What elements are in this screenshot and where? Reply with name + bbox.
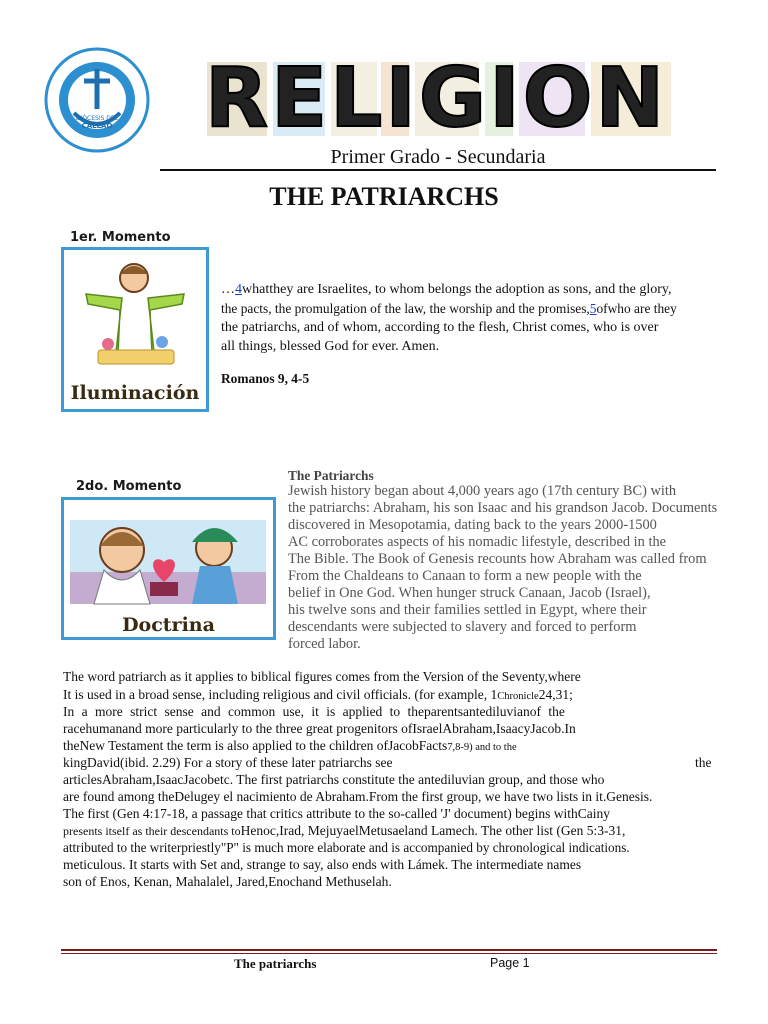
body-line: racehumanand more particularly to the three great progenitors ofIsraelAbraham,IsaacyJacob.In bbox=[63, 721, 576, 736]
body-line: meticulous. It starts with Set and, strange to say, also ends with Lámek. The intermediate names bbox=[63, 857, 582, 872]
footer-rule bbox=[61, 949, 717, 951]
body-line-end: the bbox=[695, 755, 712, 770]
body-line: articlesAbraham,IsaacJacobetc. The first patriarchs constitute the antediluvian group, and those who bbox=[63, 772, 605, 787]
body-line: The word patriarch as it applies to biblical figures comes from the Version of the Seventy,where bbox=[63, 669, 581, 684]
religion-banner bbox=[205, 51, 675, 146]
footer-title: The patriarchs bbox=[234, 956, 317, 971]
body-line: theNew Testament the term is also applied to the children ofJacobFacts7,8-9) and to the bbox=[63, 738, 517, 753]
body-line: kingDavid(ibid. 2.29) For a story of these later patriarchs see bbox=[63, 755, 393, 770]
subtitle: Primer Grado - Secundaria bbox=[330, 146, 546, 168]
banner-word: RELIGION bbox=[205, 51, 668, 146]
moment2-line: Jewish history began about 4,000 years ago (17th century BC) with bbox=[288, 483, 677, 499]
quote-line-1: …4whatthey are Israelites, to whom belongs the adoption as sons, and the glory, bbox=[221, 282, 672, 297]
moment2-line: belief in One God. When hunger struck Canaan, Jacob (Israel), bbox=[288, 585, 651, 601]
moment2-heading: The Patriarchs bbox=[288, 468, 374, 483]
header-rule bbox=[160, 169, 716, 171]
footer-rule-thin bbox=[61, 953, 717, 954]
svg-text:DIÓCESIS DEL: DIÓCESIS DEL bbox=[75, 115, 119, 122]
quote-reference: Romanos 9, 4-5 bbox=[221, 371, 310, 386]
quote-line-3: the patriarchs, and of whom, according to the flesh, Christ comes, who is over bbox=[221, 320, 659, 335]
page-title: THE PATRIARCHS bbox=[269, 182, 499, 211]
iluminacion-card bbox=[61, 247, 209, 412]
body-line: are found among theDelugey el nacimiento de Abraham.From the first group, we have two lists in it.Genesis. bbox=[63, 789, 653, 804]
doctrina-card bbox=[61, 497, 276, 640]
moment2-line: AC corroborates aspects of his nomadic lifestyle, described in the bbox=[288, 534, 667, 550]
moment2-line: forced labor. bbox=[288, 636, 361, 652]
moment2-line: his twelve sons and their families settled in Egypt, where their bbox=[288, 602, 647, 618]
iluminacion-caption: Iluminación bbox=[70, 382, 200, 404]
body-line: attributed to the writerpriestly"P" is much more elaborate and is accompanied by chronological indications. bbox=[63, 840, 630, 855]
moment2-line: the patriarchs: Abraham, his son Isaac and his grandson Jacob. Documents bbox=[288, 500, 718, 516]
moment2-line: The Bible. The Book of Genesis recounts how Abraham was called from bbox=[288, 551, 707, 567]
quote-line-4: all things, blessed God for ever. Amen. bbox=[221, 339, 440, 354]
moment2-line: From the Chaldeans to Canaan to form a new people with the bbox=[288, 568, 642, 584]
body-line: presents itself as their descendants toHenoc,Irad, MejuyaelMetusaeland Lamech. The other list (Gen 5:3-31, bbox=[63, 823, 626, 838]
footnote-link-4[interactable]: 4 bbox=[235, 282, 242, 297]
moment1-label: 1er. Momento bbox=[70, 230, 171, 245]
jesus-illustration bbox=[64, 252, 206, 372]
svg-text:CALLAO: CALLAO bbox=[81, 122, 113, 130]
page-number: Page 1 bbox=[490, 956, 530, 970]
body-line: son of Enos, Kenan, Mahalalel, Jared,Enochand Methuselah. bbox=[63, 874, 392, 889]
diocese-logo bbox=[44, 47, 150, 153]
body-line: It is used in a broad sense, including religious and civil officials. (for example, 1Chronicle24,31; bbox=[63, 687, 573, 702]
quote-line-2: the pacts, the promulgation of the law, the worship and the promises,5ofwho are they bbox=[221, 301, 677, 316]
body-line: In a more strict sense and common use, it is applied to theparentsantediluvianof the bbox=[63, 704, 565, 719]
doctrina-illustration bbox=[64, 512, 273, 612]
moment2-label: 2do. Momento bbox=[76, 479, 182, 494]
footnote-link-5[interactable]: 5 bbox=[589, 301, 597, 316]
doctrina-caption: Doctrina bbox=[122, 614, 215, 636]
body-line: The first (Gen 4:17-18, a passage that critics attribute to the so-called 'J' document) begins withCainy bbox=[63, 806, 610, 821]
moment2-line: descendants were subjected to slavery and forced to perform bbox=[288, 619, 637, 635]
moment2-line: discovered in Mesopotamia, dating back to the years 2000-1500 bbox=[288, 517, 657, 533]
